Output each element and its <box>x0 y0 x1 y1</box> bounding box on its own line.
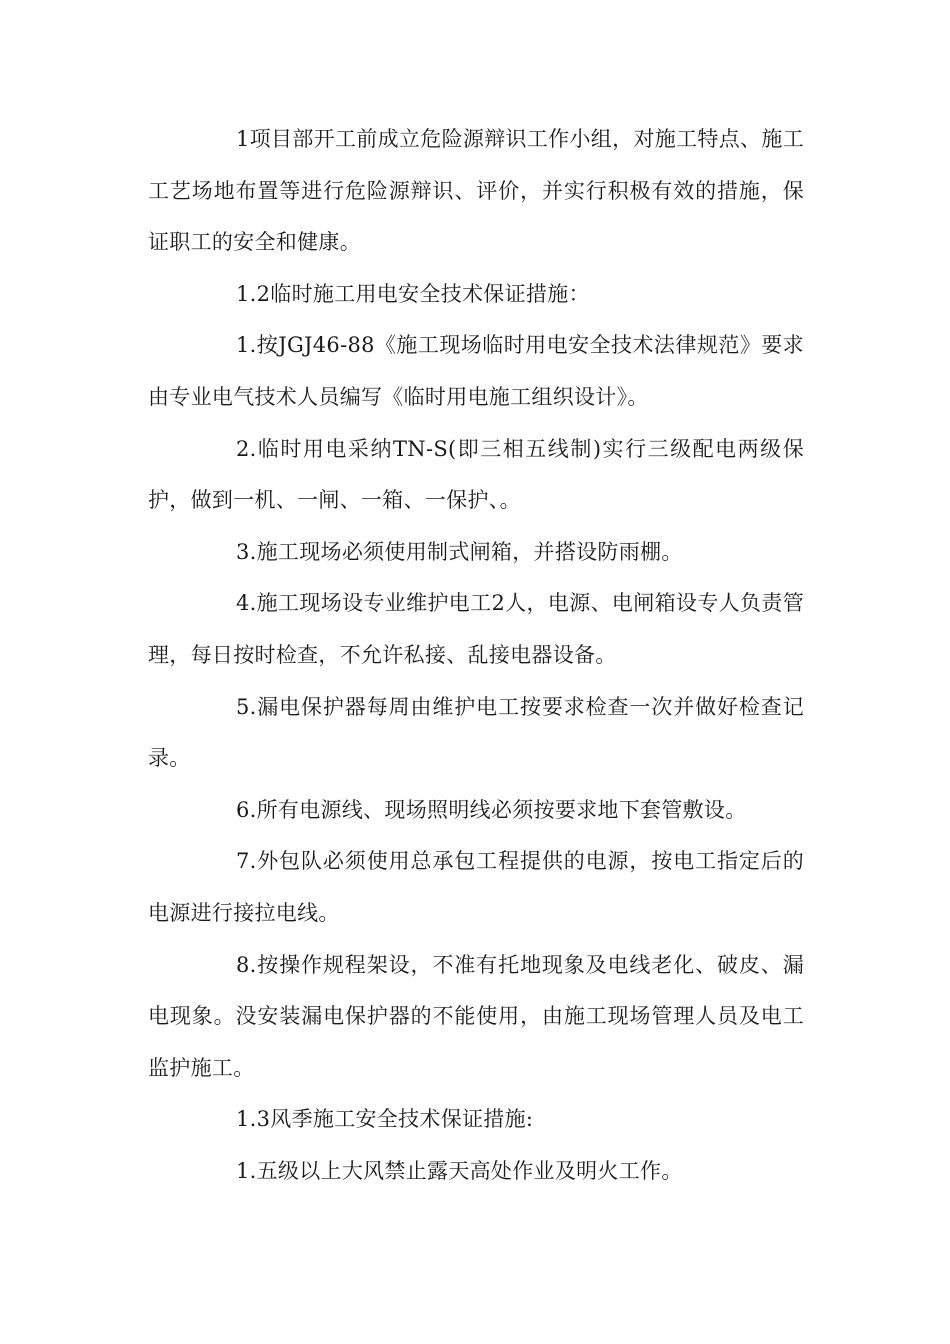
document-body <box>148 114 804 1197</box>
paragraph-hazard-identification: 1项目部开工前成立危险源辩识工作小组，对施工特点、施工工艺场地布置等进行危险源辩识、评价，并实行积极有效的措施，保证职工的安全和健康。 <box>148 127 804 255</box>
paragraph-item-1-design: 1.按JGJ46-88《施工现场临时用电安全技术法律规范》要求由专业电气技术人员编写《临时用电施工组织设计》。 <box>148 333 804 409</box>
paragraph-item-3-switch-box: 3.施工现场必须使用制式闸箱，并搭设防雨棚。 <box>236 539 683 564</box>
heading-temporary-electricity: 1.2临时施工用电安全技术保证措施： <box>236 281 590 306</box>
paragraph-item-7-subcontractor-power: 7.外包队必须使用总承包工程提供的电源，按电工指定后的电源进行接拉电线。 <box>148 849 804 925</box>
paragraph-item-6-cable-conduit: 6.所有电源线、现场照明线必须按要求地下套管敷设。 <box>236 797 747 822</box>
heading-windy-season: 1.3风季施工安全技术保证措施: <box>236 1107 534 1132</box>
paragraph-wind-item-1: 1.五级以上大风禁止露天高处作业及明火工作。 <box>236 1158 683 1183</box>
paragraph-item-8-installation-rules: 8.按操作规程架设，不准有托地现象及电线老化、破皮、漏电现象。没安装漏电保护器的不能使用，由施工现场管理人员及电工监护施工。 <box>148 952 804 1080</box>
paragraph-item-2-tns-system: 2.临时用电采纳TN-S(即三相五线制)实行三级配电两级保护，做到一机、一闸、一箱、一保护、。 <box>148 436 804 513</box>
paragraph-item-4-electrician: 4.施工现场设专业维护电工2人，电源、电闸箱设专人负责管理，每日按时检查，不允许私接、乱接电器设备。 <box>148 591 804 667</box>
paragraph-item-5-leakage-protector: 5.漏电保护器每周由维护电工按要求检查一次并做好检查记录。 <box>148 694 804 771</box>
